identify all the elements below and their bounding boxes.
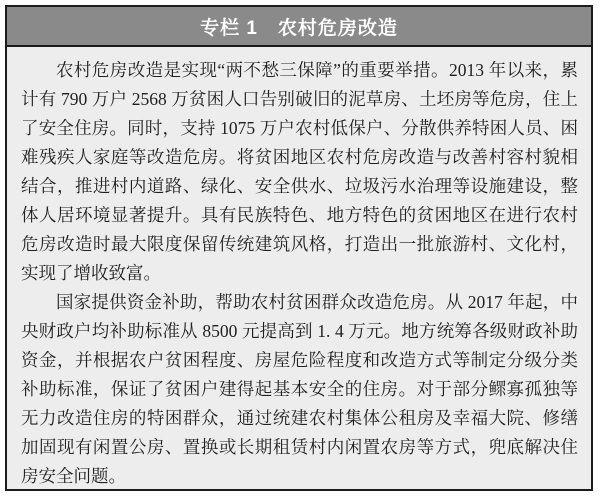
column-body [7, 47, 591, 491]
column-box [5, 5, 593, 491]
paragraph-1: 农村危房改造是实现“两不愁三保障”的重要举措。2013 年以来，累计有 790 万户 2568 万贫困人口告别破旧的泥草房、土坯房等危房，住上了安全住房。同时，支持 1075 万户农村低保户、分散供养特困人员、困难残疾人家庭等改造危房。将贫困地区农村危房改造与改善村容村貌相结合，推进村内道路、绿化、安全供水、垃圾污水治理等设施建设，整体人居环境显著提升。具有民族特色、地方特色的贫困地区在进行农村危房改造时最大限度保留传统建筑风格，打造出一批旅游村、文化村，实现了增收致富。 [21, 60, 578, 283]
column-header [7, 7, 591, 47]
paragraph-2: 国家提供资金补助，帮助农村贫困群众改造危房。从 2017 年起，中央财政户均补助标准从 8500 元提高到 1. 4 万元。地方统筹各级财政补助资金，并根据农户贫困程度、房屋危险程度和改造方式等制定分级分类补助标准，保证了贫困户建得起基本安全的住房。对于部分鳏寡孤独等无力改造住房的特困群众，通过统建农村集体公租房及幸福大院、修缮加固现有闲置公房、置换或长期租赁村内闲置农房等方式，兜底解决住房安全问题。 [21, 292, 578, 486]
column-title: 专栏 1 农村危房改造 [200, 17, 398, 39]
